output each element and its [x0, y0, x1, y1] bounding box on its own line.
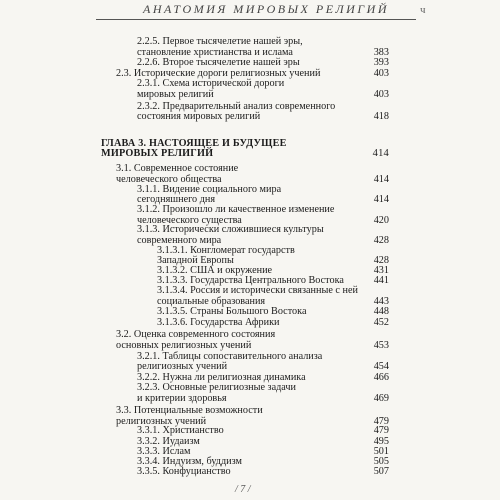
- toc-entry: 3.1.3.2. США и окружение 431: [157, 264, 389, 276]
- toc-entry: 2.3.1. Схема исторической дороги мировых религий 403: [137, 78, 389, 101]
- toc-entry: 2.3. Исторические дороги религиозных учений 403: [116, 68, 389, 80]
- toc-page-number: 414: [373, 194, 389, 206]
- toc-entry: 3.1.3.4. Россия и исторически связанные с ней социальные образования 443: [157, 285, 389, 307]
- toc-entry: 3.3.2. Иудаизм 495: [137, 435, 389, 447]
- toc-page-number: 431: [373, 264, 389, 276]
- toc-page-number: 479: [373, 425, 389, 437]
- toc-page-number: 383: [373, 46, 389, 58]
- toc-page-number: 414: [372, 148, 389, 160]
- toc-entry: 3.3.4. Индуизм, буддизм 505: [137, 455, 389, 467]
- toc-page-number: 414: [373, 173, 389, 185]
- toc-page-number: 428: [373, 255, 389, 267]
- toc-entry: 3.2.2. Нужна ли религиозная динамика 466: [137, 371, 389, 383]
- toc-page-number: 418: [373, 111, 389, 123]
- toc-page-number: 479: [373, 415, 389, 427]
- toc-entry: 3.1.3.6. Государства Африки 452: [157, 316, 389, 328]
- toc-entry: 3.1. Современное состояние человеческого общества 414: [116, 163, 389, 185]
- toc-page-number: 453: [373, 340, 389, 352]
- toc-entry: 3.3.1. Христианство 479: [137, 425, 389, 437]
- toc-entry: 2.2.5. Первое тысячелетие нашей эры, становление христианства и ислама 383: [137, 36, 389, 58]
- toc-page-number: 495: [373, 435, 389, 447]
- toc-page-number: 403: [373, 89, 389, 101]
- toc-entry: 3.3. Потенциальные возможности религиозных учений 479: [116, 405, 389, 427]
- toc-entry: 3.3.5. Конфуцианство 507: [137, 466, 389, 477]
- toc-page-number: 454: [373, 361, 389, 373]
- toc-page-number: 428: [373, 234, 389, 246]
- toc-chapter-heading: ГЛАВА 3. НАСТОЯЩЕЕ И БУДУЩЕЕ МИРОВЫХ РЕЛИГИЙ 414: [101, 137, 389, 160]
- toc-page-number: 507: [373, 466, 389, 477]
- toc-page-number: 441: [373, 274, 389, 286]
- toc-page-number: 420: [373, 214, 389, 226]
- toc-page-number: 403: [373, 68, 389, 80]
- toc-page-number: 393: [373, 57, 389, 69]
- toc-entry: 3.3.3. Ислам 501: [137, 445, 389, 457]
- toc-page-number: 501: [373, 445, 389, 457]
- toc-entry: 3.1.3.3. Государства Центрального Востока 441: [157, 274, 389, 286]
- page-number: / 7 /: [235, 484, 251, 495]
- corner-mark: ч: [420, 4, 426, 16]
- toc-entry: 3.1.2. Произошло ли качественное изменение человеческого существа 420: [137, 203, 389, 226]
- toc-page-number: 443: [373, 295, 389, 307]
- toc-entry: 3.2.1. Таблицы сопоставительного анализа религиозных учений 454: [137, 350, 389, 373]
- toc-entry: 3.2. Оценка современного состояния основных религиозных учений 453: [116, 329, 389, 352]
- toc-page-number: 466: [373, 371, 389, 383]
- toc-entry: 3.2.3. Основные религиозные задачи и критерии здоровья 469: [137, 382, 389, 404]
- toc-entry: 3.1.3. Исторически сложившиеся культуры современного мира 428: [137, 224, 389, 246]
- toc-entry: 3.1.3.1. Конгломерат государств Западной Европы 428: [157, 244, 389, 267]
- toc-page-number: 505: [373, 455, 389, 467]
- running-header: АНАТОМИЯ МИРОВЫХ РЕЛИГИЙ: [143, 2, 389, 16]
- toc-entry: 3.1.3.5. Страны Большого Востока 448: [157, 306, 389, 318]
- toc-entry: 2.2.6. Второе тысячелетие нашей эры 393: [137, 57, 389, 69]
- toc-page-number: 469: [373, 392, 389, 404]
- toc-page-number: 452: [373, 316, 389, 328]
- toc-entry: 3.1.1. Видение социального мира сегодняшнего дня 414: [137, 183, 389, 206]
- toc-page-number: 448: [373, 306, 389, 318]
- toc-entry: 2.3.2. Предварительный анализ современного состояния мировых религий 418: [137, 100, 389, 123]
